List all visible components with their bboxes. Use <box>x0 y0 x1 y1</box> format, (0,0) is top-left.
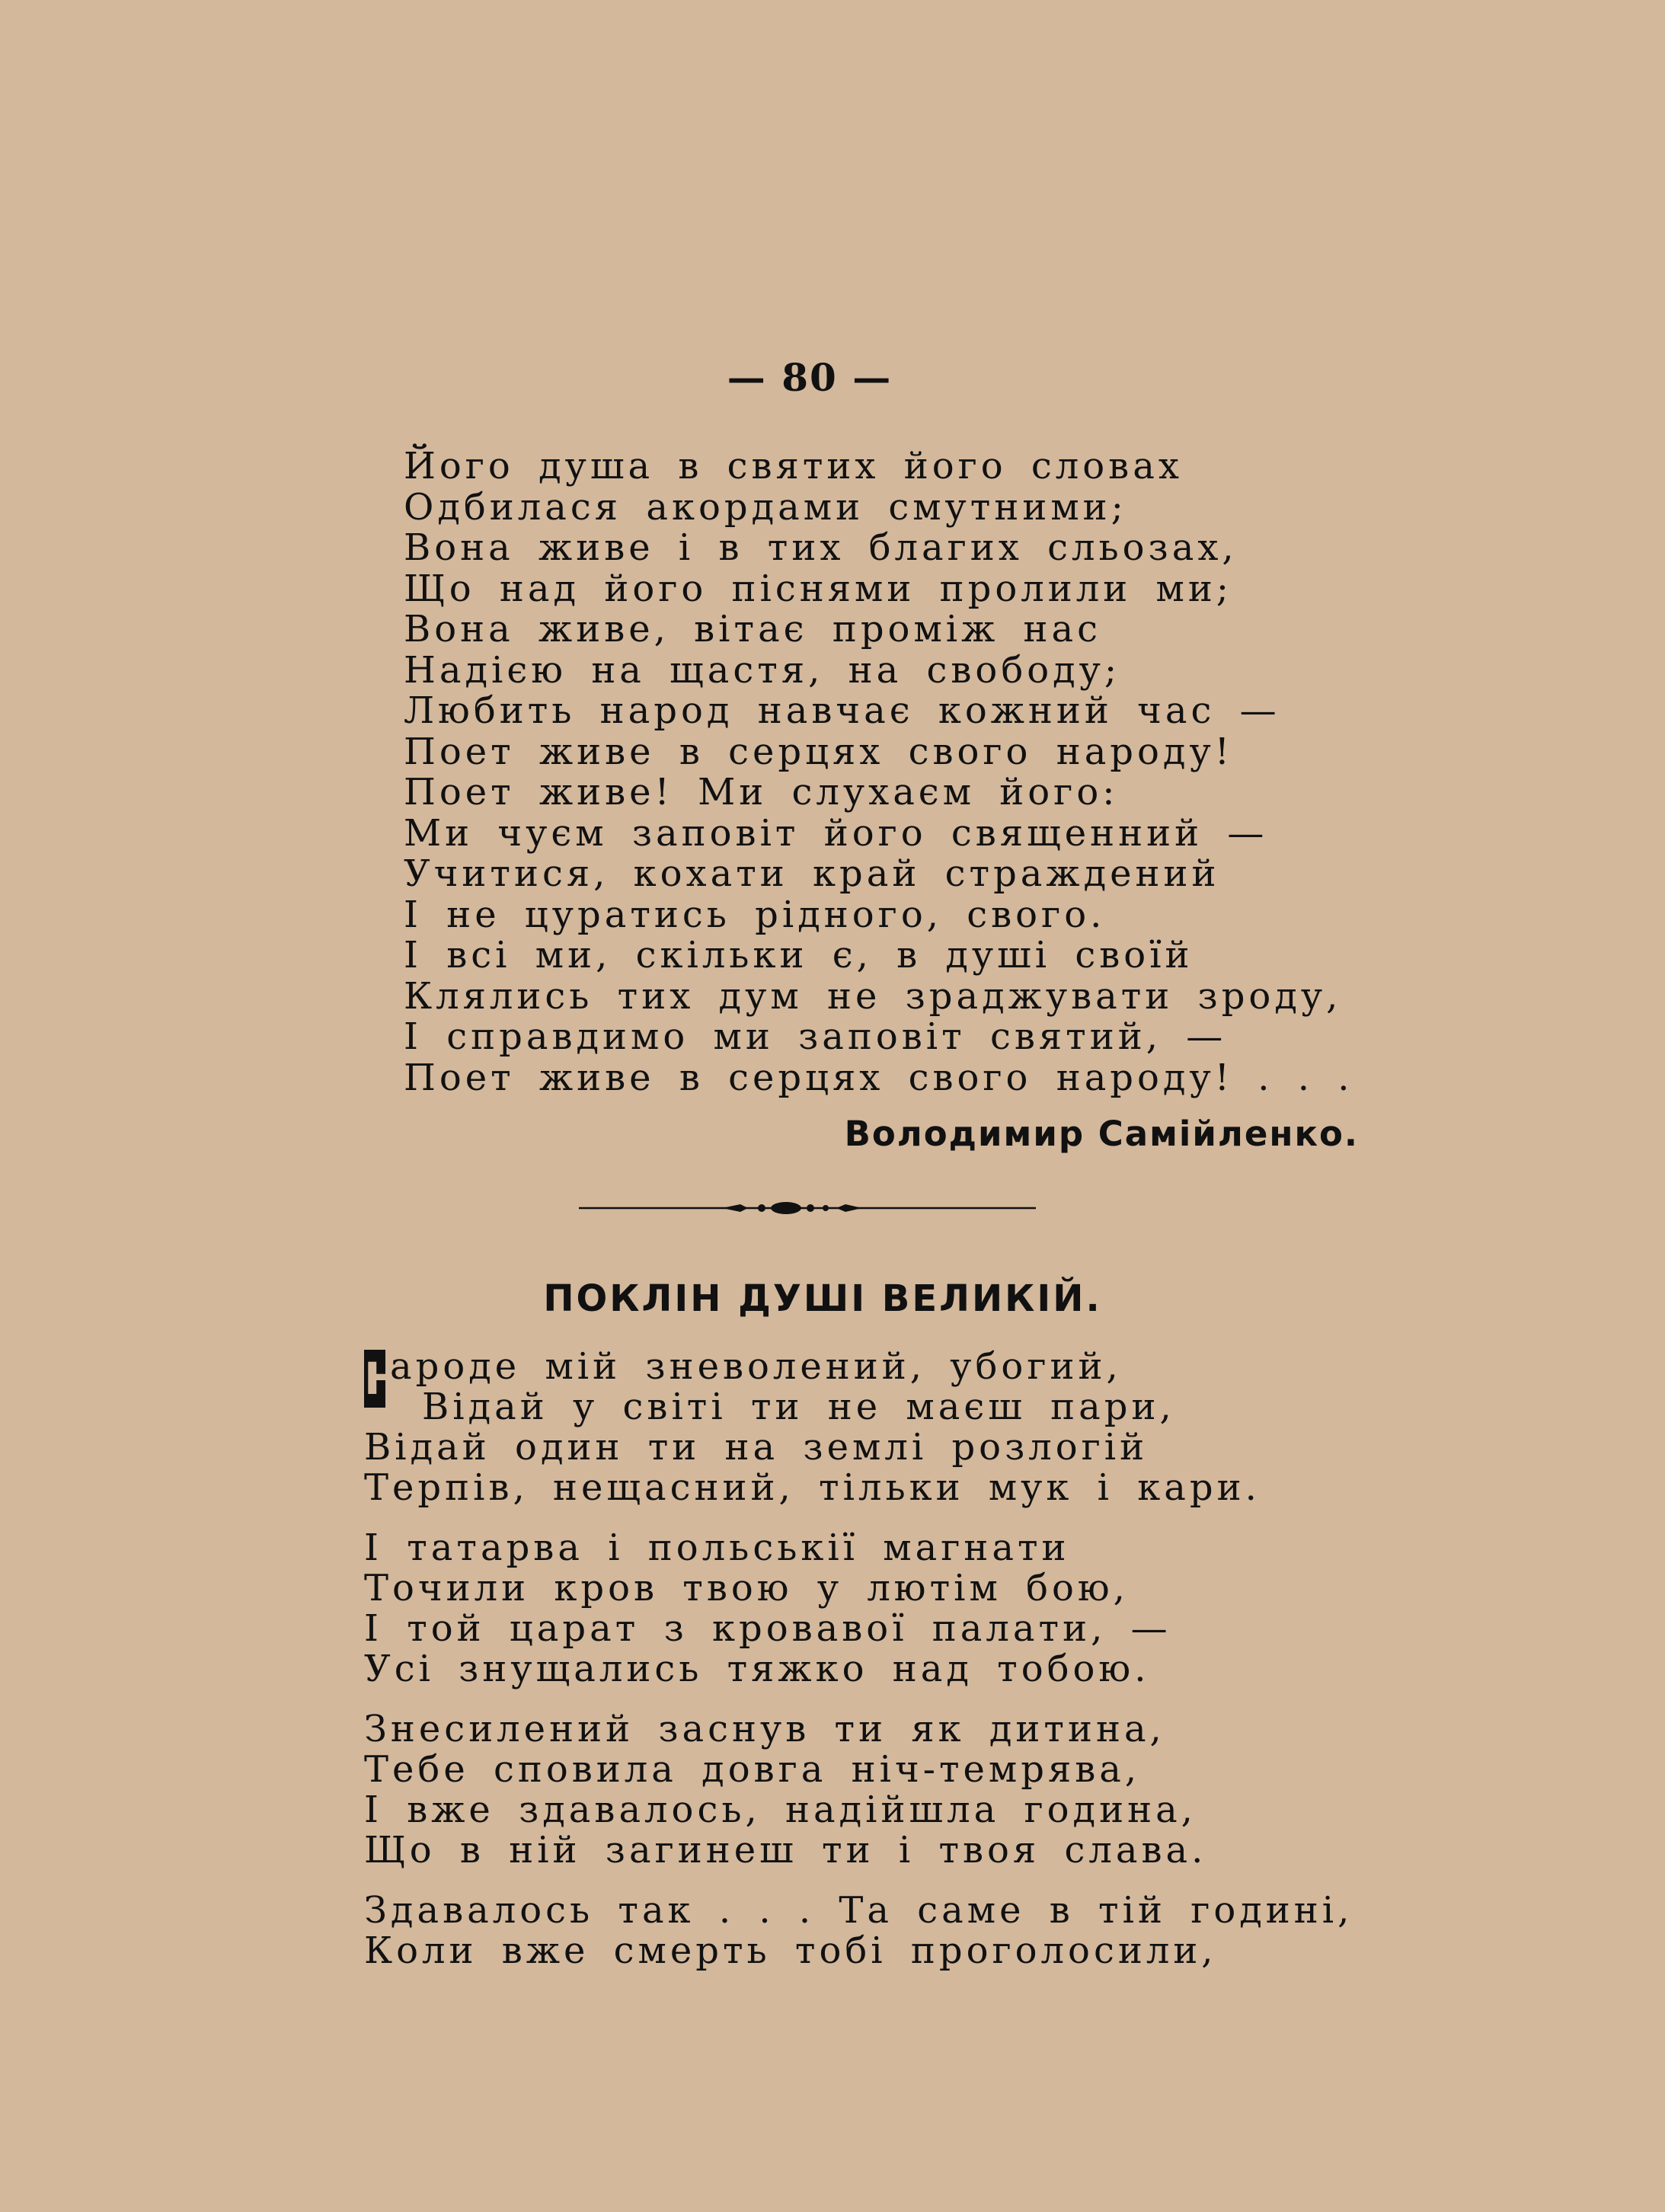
poem-line: І той царат з кровавої палати, — <box>364 1607 1171 1650</box>
poem-line: Поет живе в серцях свого народу! . . . <box>404 1056 1353 1099</box>
poem-line: Здавалось так . . . Та саме в тій годині, <box>364 1889 1353 1932</box>
poem-line: Що в ній загинеш ти і твоя слава. <box>364 1829 1207 1872</box>
poem-stanza <box>364 1528 1171 1689</box>
poem-line: Що над його піснями пролили ми; <box>404 567 1232 610</box>
poem-line: І татарва і польськії магнати <box>364 1526 1070 1569</box>
poem-line: Поет живе в серцях свого народу! <box>404 730 1234 773</box>
poem-stanza <box>364 1709 1206 1871</box>
poem-samiilenko <box>404 446 1353 1098</box>
poem-line: Відай один ти на землі розлогій <box>364 1426 1149 1469</box>
poem-line: Точили кров твою у лютім бою, <box>364 1567 1129 1609</box>
poem-line: Вона живе, вітає проміж нас <box>404 608 1102 650</box>
poem-line: Учитися, кохати край страждений <box>404 852 1220 895</box>
poem-line: Знесилений заснув ти як дитина, <box>364 1708 1165 1750</box>
poem-line: Відай у світі ти не маєш пари, <box>422 1386 1175 1428</box>
first-line-text: ароде мій зневолений, убогий, <box>390 1345 1122 1388</box>
poem-line: Поет живе! Ми слухаєм його: <box>404 771 1119 814</box>
poem-line: Надією на щастя, на свободу; <box>404 648 1121 692</box>
page-number: — 80 — <box>727 355 893 400</box>
poem-line: Тебе сповила довга ніч-темрява, <box>364 1748 1141 1791</box>
poem-line: Усі знущались тяжко над тобою. <box>364 1648 1150 1690</box>
author-signature: Володимир Самійленко. <box>844 1114 1359 1154</box>
poem-line: І не цуратись рідного, свого. <box>404 893 1106 936</box>
poem-line: Клялись тих дум не зраджувати зроду, <box>404 974 1342 1018</box>
poem-line: Вона живе і в тих благих сльозах, <box>404 526 1238 569</box>
poem-line: Одбилася акордами смутними; <box>404 485 1127 529</box>
drop-cap: Н <box>364 1350 385 1408</box>
poem-line: Ми чуєм заповіт його священний — <box>404 811 1268 855</box>
poem-line: Його душа в святих його словах <box>404 445 1183 487</box>
poem-line: І всі ми, скільки є, в душі своїй <box>404 934 1194 977</box>
poem-line: Коли вже смерть тобі проголосили, <box>364 1929 1217 1972</box>
poem-title: ПОКЛІН ДУШІ ВЕЛИКІЙ. <box>543 1277 1102 1320</box>
poem-line: Терпів, нещасний, тільки мук і кари. <box>364 1466 1261 1509</box>
poem-line: Любить народ навчає кожний час — <box>404 689 1280 732</box>
poem-stanza <box>364 1347 1261 1508</box>
poem-line: І вже здавалось, надійшла година, <box>364 1788 1197 1831</box>
ornamental-divider <box>579 1194 1036 1222</box>
poem-line: І справдимо ми заповіт святий, — <box>404 1015 1227 1058</box>
poem-line-first <box>364 1345 1261 1405</box>
poem-stanza <box>364 1891 1353 1971</box>
